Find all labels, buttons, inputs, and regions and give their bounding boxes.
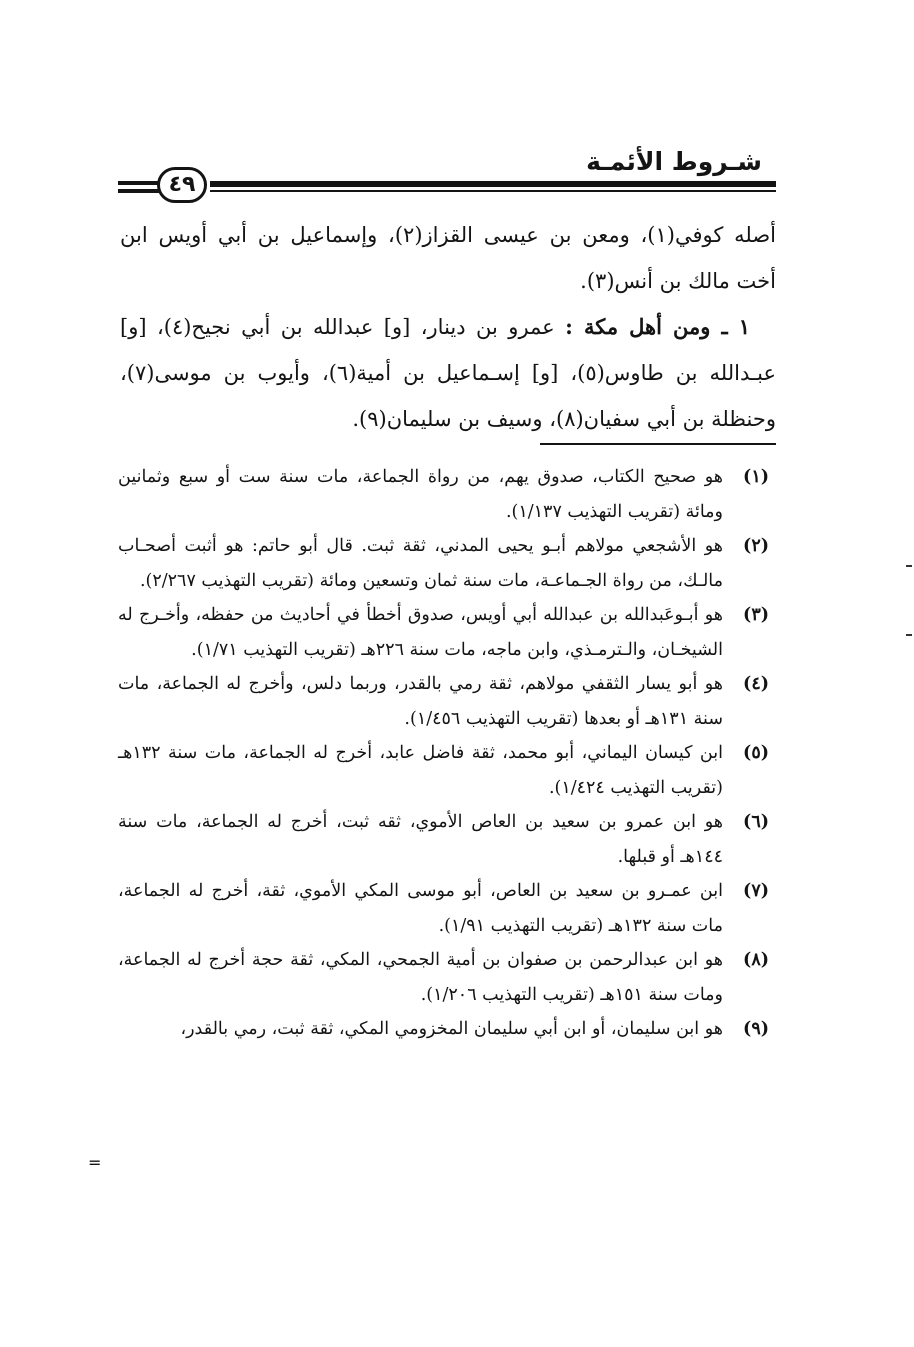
footnote: [118, 805, 769, 874]
footnote-text: هو أبو يسار الثقفي مولاهم، ثقة رمي بالقدر، وربما دلس، وأخرج له الجماعة، مات سنة ١٣١هـ أو بعدها (تقريب التهذيب ١/٤٥٦).: [118, 674, 723, 729]
footnote-number: (٦): [743, 812, 769, 832]
footnote-number: (٤): [743, 674, 769, 694]
footnote-text: هو ابن عبدالرحمن بن صفوان بن أمية الجمحي، المكي، ثقة حجة أخرج له الجماعة، ومات سنة ١٥١هـ (تقريب التهذيب ١/٢٠٦).: [118, 950, 723, 1005]
header-rule-left: [118, 181, 160, 185]
scan-mark: [906, 634, 912, 636]
page-number: ٤٩: [157, 167, 207, 203]
footnote-text: هو صحيح الكتاب، صدوق يهم، من رواة الجماعة، مات سنة ست أو سبع وثمانين ومائة (تقريب التهذيب ١/١٣٧).: [118, 467, 723, 522]
paragraph-text: عمرو بن دينار، [و] عبدالله بن أبي نجيح(٤)، [و] عبـدالله بن طاوس(٥)، [و] إسـماعيل بن أمية(٦)، وأيوب بن موسى(٧)، وحنظلة بن أبي سفيان(٨)، وسيف بن سليمان(٩).: [120, 315, 777, 431]
footnote: [118, 874, 769, 943]
continuation-mark: =: [88, 1153, 102, 1172]
footnote-text: هو ابن سليمان، أو ابن أبي سليمان المخزومي المكي، ثقة ثبت، رمي بالقدر،: [180, 1019, 723, 1039]
footnote: [118, 736, 769, 805]
footnote: [118, 529, 769, 598]
footnote-number: (١): [743, 467, 769, 487]
footnote-text: ابن عمـرو بن سعيد بن العاص، أبو موسى المكي الأموي، ثقة، أخرج له الجماعة، مات سنة ١٣٢هـ (تقريب التهذيب ١/٩١).: [118, 881, 723, 936]
footnote-separator: [540, 443, 776, 445]
footnote: [118, 460, 769, 529]
footnote-number: (٩): [743, 1019, 769, 1039]
header-rule: [210, 181, 776, 187]
scan-mark: [906, 565, 912, 567]
footnote-text: ابن كيسان اليماني، أبو محمد، ثقة فاضل عابد، أخرج له الجماعة، مات سنة ١٣٢هـ (تقريب التهذيب ١/٤٢٤).: [118, 743, 723, 798]
footnotes: [118, 460, 769, 1047]
running-title: شـروط الأئمـة: [586, 147, 762, 176]
footnote-number: (٥): [743, 743, 769, 763]
footnote: [118, 667, 769, 736]
footnote-text: هو الأشجعي مولاهم أبـو يحيى المدني، ثقة ثبت. قال أبو حاتم: هو أثبت أصحـاب مالـك، من رواة الجـماعـة، مات سنة ثمان وتسعين ومائة (تقريب التهذيب ٢/٢٦٧).: [118, 536, 723, 591]
footnote-text: هو ابن عمرو بن سعيد بن العاص الأموي، ثقه ثبت، أخرج له الجماعة، مات سنة ١٤٤هـ أو قبلها.: [118, 812, 723, 867]
footnote: [118, 598, 769, 667]
footnote-number: (٧): [743, 881, 769, 901]
footnote-number: (٢): [743, 536, 769, 556]
footnote-text: هو أبـوعَبدالله بن عبدالله أبي أويس، صدوق أخطأ في أحاديث من حفظه، وأخـرج له الشيخـان، والـترمـذي، وابن ماجه، مات سنة ٢٢٦هـ (تقريب التهذيب ١/٧١).: [118, 605, 723, 660]
header-rule-thin: [210, 190, 776, 192]
footnote-number: (٣): [743, 605, 769, 625]
paragraph: أصله كوفي(١)، ومعن بن عيسى القزاز(٢)، وإسماعيل بن أبي أويس ابن أخت مالك بن أنس(٣).: [120, 223, 776, 293]
header-rule-left-lower: [118, 189, 160, 193]
footnote: [118, 943, 769, 1012]
footnote-number: (٨): [743, 950, 769, 970]
footnote: [118, 1012, 769, 1047]
paragraph-mecca: [120, 304, 776, 442]
main-text: [120, 212, 776, 442]
section-label: ١ ـ ومن أهل مكة :: [565, 314, 750, 339]
